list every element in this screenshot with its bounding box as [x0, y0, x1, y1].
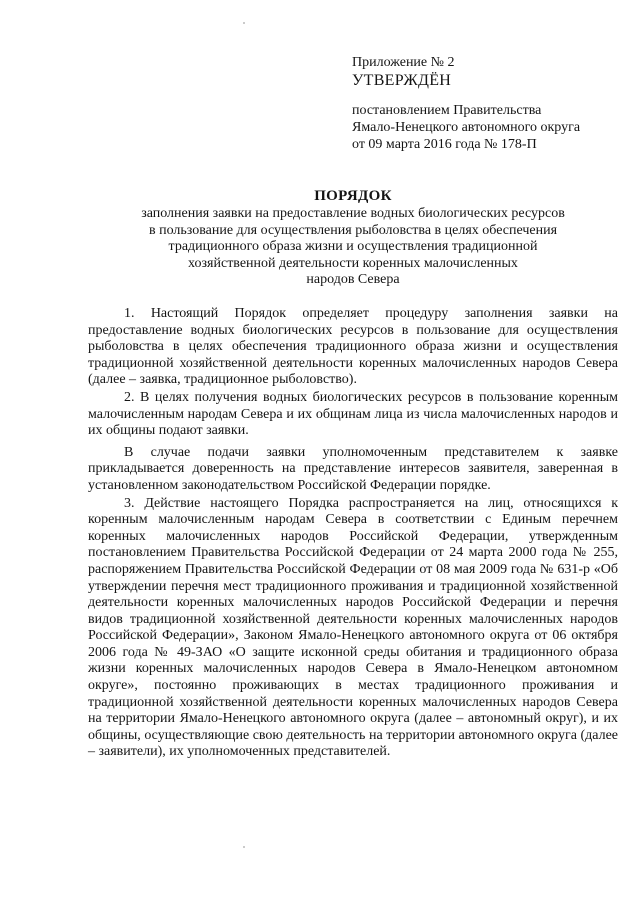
subtitle-line: в пользование для осуществления рыболовства в целях обеспечения: [148, 222, 558, 238]
appendix-label: Приложение № 2: [352, 55, 455, 70]
document-title-block: [88, 187, 618, 289]
document-body: [88, 306, 618, 761]
scan-dot-bottom: [243, 846, 245, 848]
subtitle-line: заполнения заявки на предоставление водных биологических ресурсов: [141, 206, 565, 221]
approved-label: УТВЕРЖДЁН: [352, 72, 452, 89]
approval-line-3: от 09 марта 2016 года № 178-П: [352, 137, 537, 152]
paragraph-1: 1. Настоящий Порядок определяет процедуру заполнения заявки на предоставление водных биологических ресурсов в пользование для осуществления рыболовства в целях обеспечения традиционного образа жизни и осуществления традиционной хозяйственной деятельности коренных малочисленных народов Севера (далее – заявка, традиционное рыболовство).: [88, 306, 618, 388]
subtitle-line: традиционного образа жизни и осуществления традиционной: [168, 239, 538, 255]
paragraph-2: 2. В целях получения водных биологических ресурсов в пользование коренным малочисленным народам Севера и их общинам лица из числа малочисленных народов и их общины подают заявки.: [88, 389, 618, 439]
paragraph-3: 3. Действие настоящего Порядка распространяется на лиц, относящихся к коренным малочисленным народам Севера в соответствии с Единым перечнем коренных малочисленных народов Российской Федерации, утвержденным постановлением Правительства Российской Федерации от 24 марта 2000 года № 255, распоряжением Правительства Российской Федерации от 08 мая 2009 года № 631-р «Об утверждении перечня мест традиционного проживания и традиционной хозяйственной деятельности коренных малочисленных народов Российской Федерации и перечня видов традиционной хозяйственной деятельности коренных малочисленных народов Российской Федерации», Законом Ямало-Ненецкого автономного округа от 06 октября 2006 года № 49-ЗАО «О защите исконной среды обитания и традиционного образа жизни коренных малочисленных народов Севера в Ямало-Ненецком автономном округе», постоянно проживающих в местах традиционного проживания и традиционной хозяйственной деятельности коренных малочисленных народов Севера на территории Ямало-Ненецкого автономного округа (далее – автономный округ), и их общины, осуществляющие свою деятельность на территории автономного округа (далее – заявители), их уполномоченных представителей.: [88, 495, 618, 760]
document-title: ПОРЯДОК: [314, 188, 392, 204]
approval-header: [352, 54, 622, 153]
approval-line-2: Ямало-Ненецкого автономного округа: [352, 120, 581, 135]
paragraph-2-continued: В случае подачи заявки уполномоченным представителем к заявке прикладывается доверенность на представление интересов заявителя, заверенная в установленном законодательством Российской Федерации порядке.: [88, 444, 618, 493]
subtitle-line: народов Севера: [306, 272, 400, 288]
scan-dot-top: [243, 22, 245, 24]
approval-line-1: постановлением Правительства: [352, 103, 542, 118]
subtitle-line: хозяйственной деятельности коренных малочисленных: [188, 255, 518, 271]
